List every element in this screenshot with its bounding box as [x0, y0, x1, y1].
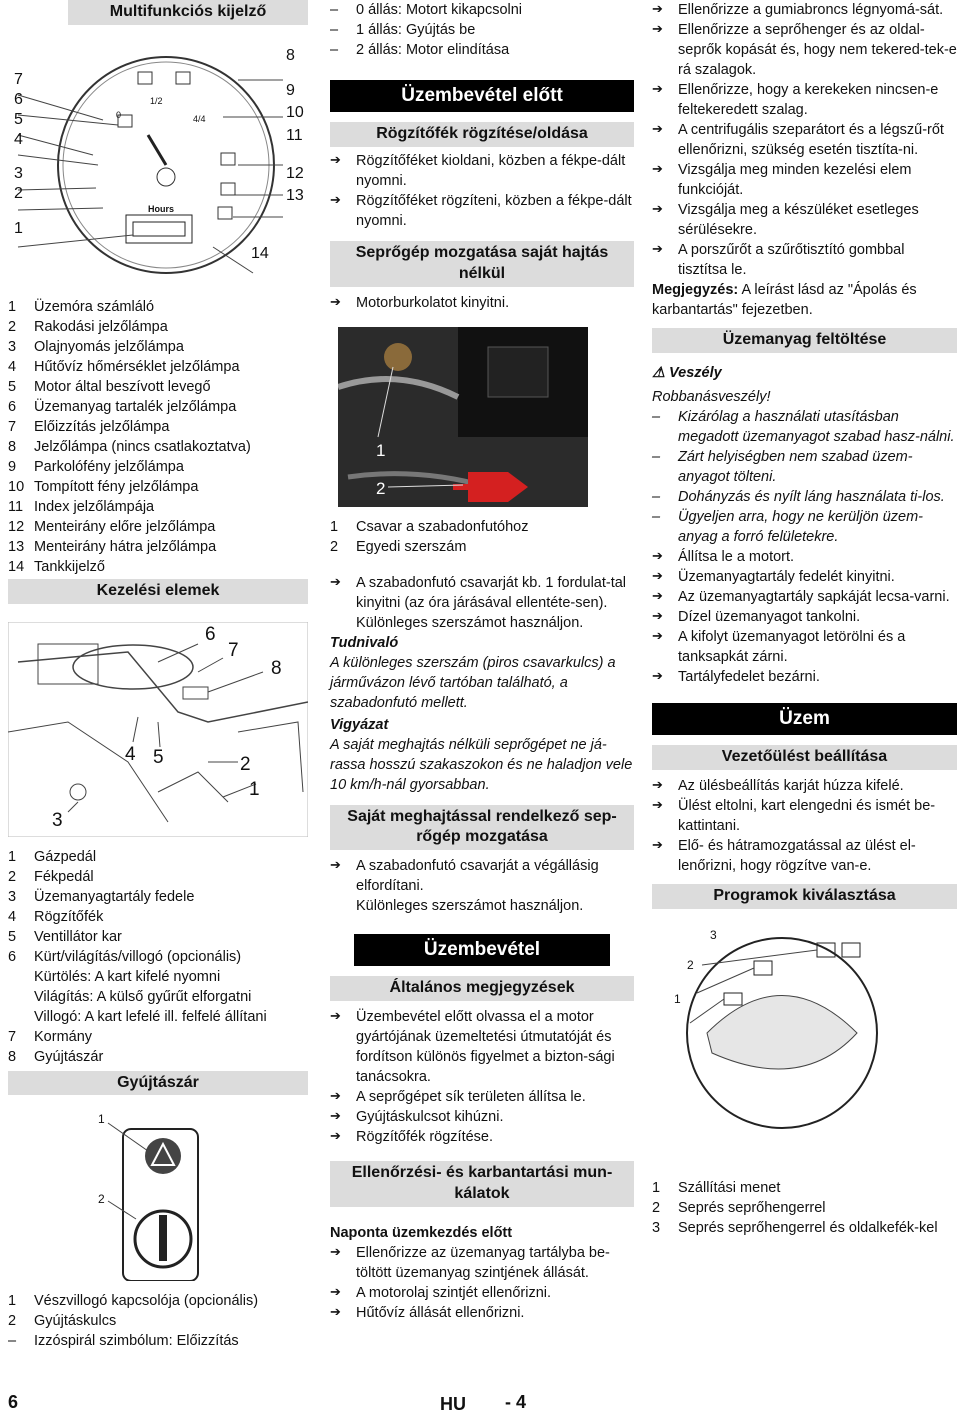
ignition-legend-list — [8, 1291, 308, 1351]
arrow-icon: ➔ — [652, 161, 663, 176]
arrow-icon: ➔ — [652, 607, 663, 623]
gauge-label-11: 11 — [286, 126, 303, 144]
heading-programs: Programok kiválasztása — [652, 884, 957, 909]
dash-item: – Dohányzás és nyílt láng használata ti-los. — [652, 488, 945, 505]
arrow-item: ➔ Ellenőrizze a seprőhenger és az oldal-seprők kopását és, hogy nem tekered-tek-e rá szalagok. — [652, 21, 957, 78]
controls-label-3: 3 — [52, 809, 63, 831]
heading-move-powered: Saját meghajtással rendelkező sep-rőgép mozgatása — [330, 805, 634, 851]
list-item: 1 Szállítási menet — [652, 1179, 781, 1196]
gauge-label-3: 3 — [14, 164, 23, 182]
caution-heading: Vigyázat — [330, 716, 389, 733]
gauge-label-6: 6 — [14, 90, 23, 108]
controls-label-7: 7 — [228, 639, 239, 661]
note-text: A különleges szerszám (piros csavarkulcs) a járművázon lévő tartóban található, a szabadonfutó mellett. — [330, 654, 616, 711]
arrow-icon: ➔ — [330, 1108, 341, 1124]
arrow-item: ➔ Gyújtáskulcsot kihúzni. — [330, 1108, 504, 1126]
remark: Megjegyzés: A leírást lásd az "Ápolás és karbantartás" fejezetben. — [652, 282, 917, 318]
photo-legend-list — [330, 517, 634, 557]
arrow-item: ➔ Rögzítőféket kioldani, közben a fékpe-dált nyomni. — [330, 152, 626, 190]
arrow-icon: ➔ — [652, 776, 663, 792]
list-item: 8 Gyújtászár — [8, 1048, 104, 1065]
arrow-icon: ➔ — [330, 573, 341, 589]
gauge-label-4: 4 — [14, 130, 23, 148]
gauge-label-7: 7 — [14, 70, 23, 88]
arrow-icon: ➔ — [330, 1088, 341, 1104]
arrow-item: ➔ Üzemanyagtartály fedelét kinyitni. — [652, 567, 895, 585]
arrow-icon: ➔ — [652, 587, 663, 603]
arrow-icon: ➔ — [330, 192, 341, 208]
list-item: 6 Üzemanyag tartalék jelzőlámpa — [8, 398, 237, 415]
gauge-label-12: 12 — [286, 164, 304, 182]
list-item: 3 Olajnyomás jelzőlámpa — [8, 338, 184, 355]
heading-controls: Kezelési elemek — [8, 579, 308, 604]
arrow-item: ➔ Ellenőrizze az üzemanyag tartályba be-töltött üzemanyag szintjének állását. — [330, 1243, 610, 1281]
arrow-icon: ➔ — [652, 667, 663, 683]
engine-photo — [338, 327, 588, 507]
arrow-icon: ➔ — [330, 1008, 341, 1024]
column-middle — [330, 0, 634, 1323]
list-item: Villogó: A kart lefelé ill. felfelé állítani — [34, 1008, 267, 1025]
gauge-label-2: 2 — [14, 184, 23, 202]
heading-ignition: Gyújtászár — [8, 1071, 308, 1096]
list-item: 3 Üzemanyagtartály fedele — [8, 888, 195, 905]
heading-refuel: Üzemanyag feltöltése — [652, 328, 957, 353]
program-legend-list — [652, 1178, 957, 1238]
photo-label-1: 1 — [376, 440, 386, 460]
arrow-item: ➔ A centrifugális szeparátort és a légszű-rőt ellenőrizni, szükség esetén tisztíta-ni. — [652, 121, 944, 158]
arrow-item: ➔ Ellenőrizze a gumiabroncs légnyomá-sát. — [652, 1, 944, 18]
program-label-3: 3 — [710, 927, 717, 942]
list-item: 11 Index jelzőlámpája — [8, 498, 155, 515]
heading-general-notes: Általános megjegyzések — [330, 976, 634, 1001]
list-item: 8 Jelzőlámpa (nincs csatlakoztatva) — [8, 438, 251, 455]
arrow-icon: ➔ — [652, 547, 663, 563]
page-sub-number: - 4 — [505, 1392, 527, 1412]
warning-icon: ⚠ — [652, 364, 665, 381]
list-item: – Izzóspirál szimbólum: Előizzítás — [8, 1333, 239, 1350]
arrow-item: ➔ Ellenőrizze, hogy a kerekeken nincsen-e feltekeredett szalag. — [652, 81, 939, 118]
program-selector-drawing — [652, 923, 957, 1138]
arrow-item: ➔ Ülést eltolni, kart elengedni és ismét be-kattintani. — [652, 796, 936, 834]
arrow-icon: ➔ — [330, 1303, 341, 1319]
arrow-item: ➔ A kifolyt üzemanyagot letörölni és a tanksapkát zárni. — [652, 627, 906, 665]
list-item: 4 Rögzítőfék — [8, 908, 104, 925]
arrow-item: ➔ Hűtővíz állását ellenőrizni. — [330, 1303, 525, 1321]
arrow-icon: ➔ — [330, 1283, 341, 1299]
list-item: 1 Csavar a szabadonfutóhoz — [330, 518, 529, 535]
arrow-icon: ➔ — [330, 1243, 341, 1259]
arrow-item: ➔ Vizsgálja meg minden kezelési elem funkcióját. — [652, 161, 912, 198]
dash-item: – Kizárólag a használati utasításban megadott üzemanyagot szabad hasz-nálni. — [652, 408, 955, 445]
arrow-icon: ➔ — [652, 1, 663, 16]
gauge-label-10: 10 — [286, 103, 304, 121]
column-left — [8, 0, 308, 1351]
list-item: 2 Seprés seprőhengerrel — [652, 1199, 826, 1216]
list-item: 4 Hűtővíz hőmérséklet jelzőlámpa — [8, 358, 240, 375]
list-item: 5 Motor által beszívott levegő — [8, 378, 211, 395]
display-legend-list — [8, 297, 308, 577]
list-item: Kürtölés: A kart kifelé nyomni — [34, 968, 221, 985]
arrow-icon: ➔ — [652, 121, 663, 136]
arrow-icon: ➔ — [652, 241, 663, 256]
gauge-label-8: 8 — [286, 46, 295, 64]
controls-label-8: 8 — [271, 657, 282, 679]
arrow-item: ➔ A seprőgépet sík területen állítsa le. — [330, 1088, 586, 1106]
special-tool-note: Különleges szerszámot használjon. — [356, 614, 584, 631]
list-item: 13 Menteirány hátra jelzőlámpa — [8, 538, 217, 555]
heading-seat: Vezetőülést beállítása — [652, 745, 957, 770]
arrow-icon: ➔ — [330, 1128, 341, 1144]
gauge-hours-label: Hours — [148, 203, 175, 214]
gauge-label-1: 1 — [14, 219, 23, 237]
arrow-item: ➔ A szabadonfutó csavarját kb. 1 fordulat-tal kinyitni (az óra járásával ellentéte-sen). — [330, 573, 627, 611]
danger-text: Robbanásveszély! — [652, 388, 771, 405]
daily-heading: Naponta üzemkezdés előtt — [330, 1224, 513, 1241]
note-heading: Tudnivaló — [330, 634, 399, 651]
ignition-label-1: 1 — [98, 1112, 105, 1127]
ignition-figure — [8, 1111, 308, 1281]
program-label-1: 1 — [674, 991, 681, 1006]
arrow-icon: ➔ — [652, 21, 663, 36]
gauge-drawing — [8, 25, 308, 275]
controls-label-2: 2 — [240, 753, 251, 775]
arrow-item: ➔ Az ülésbeállítás karját húzza kifelé. — [652, 776, 904, 794]
list-item: 14 Tankkijelző — [8, 558, 105, 575]
ignition-label-2: 2 — [98, 1192, 105, 1207]
gauge-figure — [8, 25, 308, 275]
page-number: 6 — [8, 1392, 19, 1412]
controls-label-6: 6 — [205, 623, 216, 645]
list-item: 12 Menteirány előre jelzőlámpa — [8, 518, 216, 535]
list-item: 2 Rakodási jelzőlámpa — [8, 318, 168, 335]
arrow-icon: ➔ — [652, 567, 663, 583]
arrow-item: ➔ Dízel üzemanyagot tankolni. — [652, 607, 861, 625]
arrow-item: ➔ Az üzemanyagtartály sapkáját lecsa-varni. — [652, 587, 950, 605]
heading-commissioning: Üzembevétel — [354, 934, 610, 966]
list-item: 2 Fékpedál — [8, 868, 94, 885]
list-item: 7 Kormány — [8, 1028, 93, 1045]
list-item: 1 Gázpedál — [8, 848, 97, 865]
arrow-item: ➔ Állítsa le a motort. — [652, 547, 795, 565]
list-item: 6 Kürt/világítás/villogó (opcionális) — [8, 948, 242, 965]
arrow-icon: ➔ — [330, 293, 341, 309]
special-tool-note-2: Különleges szerszámot használjon. — [356, 898, 584, 915]
arrow-item: ➔ Rögzítőféket rögzíteni, közben a fékpe-dált nyomni. — [330, 192, 632, 230]
list-item: 10 Tompított fény jelzőlámpa — [8, 478, 199, 495]
controls-legend-list — [8, 847, 308, 1067]
list-item: 7 Előizzítás jelzőlámpa — [8, 418, 170, 435]
gauge-label-13: 13 — [286, 186, 304, 204]
list-item: 3 Seprés seprőhengerrel és oldalkefék-kel — [652, 1219, 938, 1236]
program-selector-figure — [652, 923, 957, 1138]
controls-figure — [8, 622, 308, 837]
language-code: HU — [440, 1394, 466, 1414]
arrow-item: ➔ A porszűrőt a szűrőtisztító gombbal tisztítsa le. — [652, 241, 905, 278]
controls-drawing — [8, 622, 308, 837]
dash-item: – 1 állás: Gyújtás be — [330, 22, 476, 38]
arrow-icon: ➔ — [652, 81, 663, 96]
arrow-icon: ➔ — [652, 627, 663, 643]
list-item: 5 Ventillátor kar — [8, 928, 122, 945]
photo-label-2: 2 — [376, 478, 386, 498]
dash-item: – Ügyeljen arra, hogy ne kerüljön üzem-anyag a forró felületekre. — [652, 508, 924, 545]
gauge-label-14: 14 — [251, 244, 269, 262]
gauge-label-9: 9 — [286, 81, 295, 99]
arrow-item: ➔ A motorolaj szintjét ellenőrizni. — [330, 1283, 552, 1301]
arrow-icon: ➔ — [330, 857, 341, 873]
arrow-icon: ➔ — [652, 796, 663, 812]
controls-label-4: 4 — [125, 743, 136, 765]
arrow-item: ➔ Tartályfedelet bezárni. — [652, 667, 820, 685]
list-item: Világítás: A külső gyűrűt elforgatni — [34, 988, 252, 1005]
gauge-full-label: 4/4 — [193, 113, 206, 124]
danger-heading: ⚠ Veszély — [652, 364, 722, 381]
arrow-icon: ➔ — [652, 201, 663, 216]
heading-before-start: Üzembevétel előtt — [330, 80, 634, 112]
arrow-item: ➔ Rögzítőfék rögzítése. — [330, 1128, 494, 1146]
footer — [0, 1390, 960, 1414]
arrow-icon: ➔ — [652, 836, 663, 852]
arrow-item: ➔ Üzembevétel előtt olvassa el a motor gyártójának üzemeltetési útmutatóját és fordítson különös figyelmet a bizton-sági tanácsokra. — [330, 1008, 615, 1086]
gauge-half-label: 1/2 — [150, 95, 163, 106]
list-item: 1 Vészvillogó kapcsolója (opcionális) — [8, 1293, 259, 1310]
list-item: 1 Üzemóra számláló — [8, 298, 155, 315]
gauge-label-5: 5 — [14, 110, 23, 128]
arrow-icon: ➔ — [330, 152, 341, 168]
heading-parking-brake: Rögzítőfék rögzítése/oldása — [330, 122, 634, 147]
list-item: 2 Egyedi szerszám — [330, 538, 467, 555]
heading-inspection: Ellenőrzési- és karbantartási mun-kálatok — [330, 1161, 634, 1207]
program-label-2: 2 — [687, 957, 694, 972]
heading-multifunction-display: Multifunkciós kijelző — [68, 0, 308, 25]
dash-item: – 2 állás: Motor elindítása — [330, 42, 510, 58]
gauge-zero-label: 0 — [116, 109, 122, 120]
arrow-item: ➔ A szabadonfutó csavarját a végállásig elfordítani. — [330, 857, 599, 895]
heading-move-unpowered: Seprőgép mozgatása saját hajtás nélkül — [330, 241, 634, 287]
heading-operation: Üzem — [652, 703, 957, 735]
list-item: 2 Gyújtáskulcs — [8, 1313, 117, 1330]
list-item: 9 Parkolófény jelzőlámpa — [8, 458, 184, 475]
arrow-item: ➔ Motorburkolatot kinyitni. — [330, 293, 510, 311]
ignition-drawing — [8, 1111, 308, 1281]
column-right — [652, 0, 957, 1238]
arrow-item: ➔ Vizsgálja meg a készüléket esetleges sérülésekre. — [652, 201, 919, 238]
dash-item: – 0 állás: Motort kikapcsolni — [330, 2, 523, 18]
controls-label-5: 5 — [153, 746, 164, 768]
dash-item: – Zárt helyiségben nem szabad üzem-anyagot tölteni. — [652, 448, 913, 485]
controls-label-1: 1 — [249, 778, 260, 800]
arrow-item: ➔ Elő- és hátramozgatással az ülést el-lenőrizni, hogy rögzítve van-e. — [652, 836, 916, 874]
caution-text: A saját meghajtás nélküli seprőgépet ne já-rassa hosszú szakaszokon és ne haladjon vele 10 km/h-nál gyorsabban. — [330, 736, 633, 793]
